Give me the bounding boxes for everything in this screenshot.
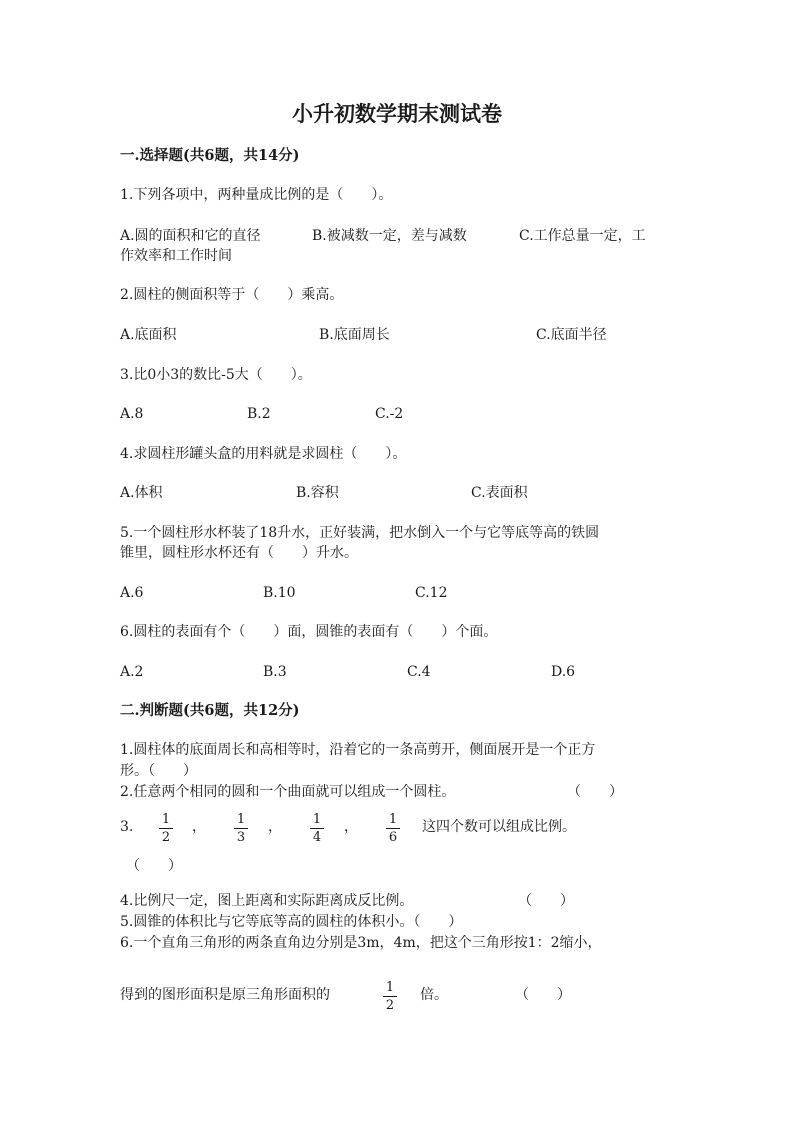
q3-option-b: B.2 <box>247 406 271 422</box>
j1-line2: 形。（ ） <box>120 763 197 779</box>
q4-option-c: C.表面积 <box>471 485 528 501</box>
q6-stem: 6.圆柱的表面有个（ ）面，圆锥的表面有（ ）个面。 <box>120 624 498 640</box>
j6-tail: 倍。 <box>420 987 448 1003</box>
j1-line1: 1.圆柱体的底面周长和高相等时，沿着它的一条高剪开，侧面展开是一个正方 <box>120 742 596 758</box>
q5-stem-line2: 锥里，圆柱形水杯还有（ ）升水。 <box>120 545 358 561</box>
j4-paren: （ ） <box>518 893 574 909</box>
q4-stem: 4.求圆柱形罐头盒的用料就是求圆柱（ ）。 <box>120 446 407 462</box>
j4-text: 4.比例尺一定，图上距离和实际距离成反比例。 <box>120 893 414 909</box>
j3-paren: （ ） <box>126 858 182 874</box>
j3-fraction-4: 1 6 <box>385 812 401 845</box>
q2-option-a: A.底面积 <box>120 327 177 343</box>
j3-tail: 这四个数可以组成比例。 <box>422 819 576 835</box>
section1-heading: 一.选择题(共6题，共14分) <box>120 147 300 164</box>
j3-comma-2: ， <box>268 819 282 835</box>
q1-option-b: B.被减数一定，差与减数 <box>312 228 467 244</box>
j6-paren: （ ） <box>515 987 571 1003</box>
q1-option-c: C.工作总量一定，工 <box>519 228 646 244</box>
q2-stem: 2.圆柱的侧面积等于（ ）乘高。 <box>120 287 344 303</box>
q3-option-a: A.8 <box>120 406 144 422</box>
q6-option-b: B.3 <box>263 664 287 680</box>
q6-option-d: D.6 <box>551 664 576 680</box>
j3-fraction-2: 1 3 <box>233 812 249 845</box>
q1-option-a: A.圆的面积和它的直径 <box>120 228 261 244</box>
q1-stem: 1.下列各项中，两种量成比例的是（ ）。 <box>120 187 393 203</box>
q6-option-c: C.4 <box>407 664 431 680</box>
section2-heading: 二.判断题(共6题，共12分) <box>120 702 300 719</box>
q5-option-b: B.10 <box>263 585 296 601</box>
q5-stem-line1: 5.一个圆柱形水杯装了18升水，正好装满，把水倒入一个与它等底等高的铁圆 <box>120 525 600 541</box>
q5-option-a: A.6 <box>120 585 144 601</box>
q5-option-c: C.12 <box>415 585 448 601</box>
q1-option-c-cont: 作效率和工作时间 <box>120 248 232 264</box>
q6-option-a: A.2 <box>120 664 144 680</box>
j2-text: 2.任意两个相同的圆和一个曲面就可以组成一个圆柱。 <box>120 784 456 800</box>
page-title: 小升初数学期末测试卷 <box>292 101 502 126</box>
j6-line2: 得到的图形面积是原三角形面积的 <box>120 987 330 1003</box>
q3-option-c: C.-2 <box>375 406 404 422</box>
j3-comma-1: ， <box>192 819 206 835</box>
j3-fraction-1: 1 2 <box>158 812 174 845</box>
j6-line1: 6.一个直角三角形的两条直角边分别是3m，4m，把这个三角形按1：2缩小， <box>120 935 602 951</box>
q4-option-b: B.容积 <box>296 485 339 501</box>
q3-stem: 3.比0小3的数比-5大（ ）。 <box>120 367 312 383</box>
j3-number: 3. <box>120 819 134 835</box>
q2-option-b: B.底面周长 <box>319 327 390 343</box>
j3-comma-3: ， <box>344 819 358 835</box>
j2-paren: （ ） <box>567 784 623 800</box>
j6-fraction: 1 2 <box>382 980 398 1013</box>
j5-text: 5.圆锥的体积比与它等底等高的圆柱的体积小。（ ） <box>120 914 463 930</box>
j3-fraction-3: 1 4 <box>309 812 325 845</box>
q2-option-c: C.底面半径 <box>536 327 607 343</box>
q4-option-a: A.体积 <box>120 485 163 501</box>
